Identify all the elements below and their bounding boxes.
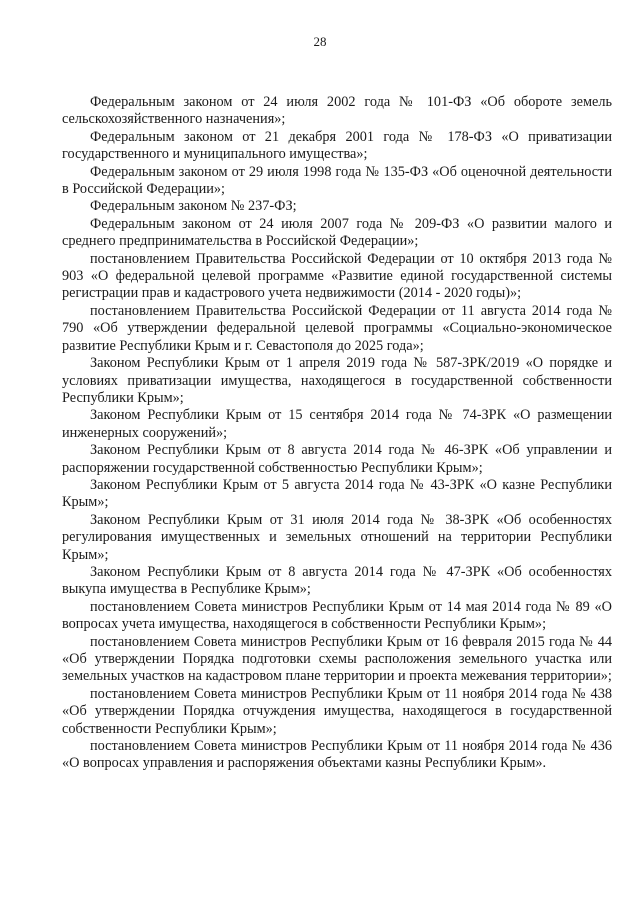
paragraph: Законом Республики Крым от 5 августа 2014 года № 43-ЗРК «О казне Республики Крым»; — [62, 476, 612, 511]
paragraph: постановлением Совета министров Республики Крым от 14 мая 2014 года № 89 «О вопросах учета имущества, находящегося в собственности Республики Крым»; — [62, 598, 612, 633]
paragraph: постановлением Правительства Российской Федерации от 10 октября 2013 года № 903 «О федеральной целевой программе «Развитие единой государственной системы регистрации прав и кадастрового учета недвижимости (2014 - 2020 годы)»; — [62, 250, 612, 302]
paragraph: Федеральным законом от 21 декабря 2001 года № 178-ФЗ «О приватизации государственного и муниципального имущества»; — [62, 128, 612, 163]
paragraph: Федеральным законом № 237-ФЗ; — [90, 198, 297, 215]
paragraph: постановлением Совета министров Республики Крым от 16 февраля 2015 года № 44 «Об утверждении Порядка подготовки схемы расположения земельного участка или земельных участков на кадастровом плане территории и проекта межевания территории»; — [62, 633, 612, 685]
paragraph: постановлением Совета министров Республики Крым от 11 ноября 2014 года № 438 «Об утверждении Порядка отчуждения имущества, находящегося в государственной собственности Республики Крым»; — [62, 685, 612, 737]
paragraph: Законом Республики Крым от 31 июля 2014 года № 38-ЗРК «Об особенностях регулирования имущественных и земельных отношений на территории Республики Крым»; — [62, 511, 612, 563]
paragraph: Федеральным законом от 29 июля 1998 года № 135-ФЗ «Об оценочной деятельности в Российской Федерации»; — [62, 163, 612, 198]
paragraph: Законом Республики Крым от 15 сентября 2014 года № 74-ЗРК «О размещении инженерных сооружений»; — [62, 407, 612, 441]
paragraph: постановлением Совета министров Республики Крым от 11 ноября 2014 года № 436 «О вопросах управления и распоряжения объектами казны Республики Крым». — [62, 738, 612, 772]
paragraph: Законом Республики Крым от 8 августа 2014 года № 47-ЗРК «Об особенностях выкупа имущества в Республике Крым»; — [62, 563, 612, 598]
paragraph: постановлением Правительства Российской Федерации от 11 августа 2014 года № 790 «Об утверждении федеральной целевой программы «Социально-экономическое развитие Республики Крым и г. Севастополя до 2025 года»; — [62, 302, 612, 354]
paragraph: Законом Республики Крым от 1 апреля 2019 года № 587-ЗРК/2019 «О порядке и условиях приватизации имущества, находящегося в государственной собственности Республики Крым»; — [62, 355, 612, 406]
paragraph: Федеральным законом от 24 июля 2007 года № 209-ФЗ «О развитии малого и среднего предпринимательства в Российской Федерации»; — [62, 215, 612, 250]
paragraph: Федеральным законом от 24 июля 2002 года № 101-ФЗ «Об обороте земель сельскохозяйственного назначения»; — [62, 94, 612, 128]
document-body — [62, 94, 612, 773]
paragraph: Законом Республики Крым от 8 августа 2014 года № 46-ЗРК «Об управлении и распоряжении государственной собственностью Республики Крым»; — [62, 442, 612, 476]
page-number: 28 — [313, 34, 327, 49]
